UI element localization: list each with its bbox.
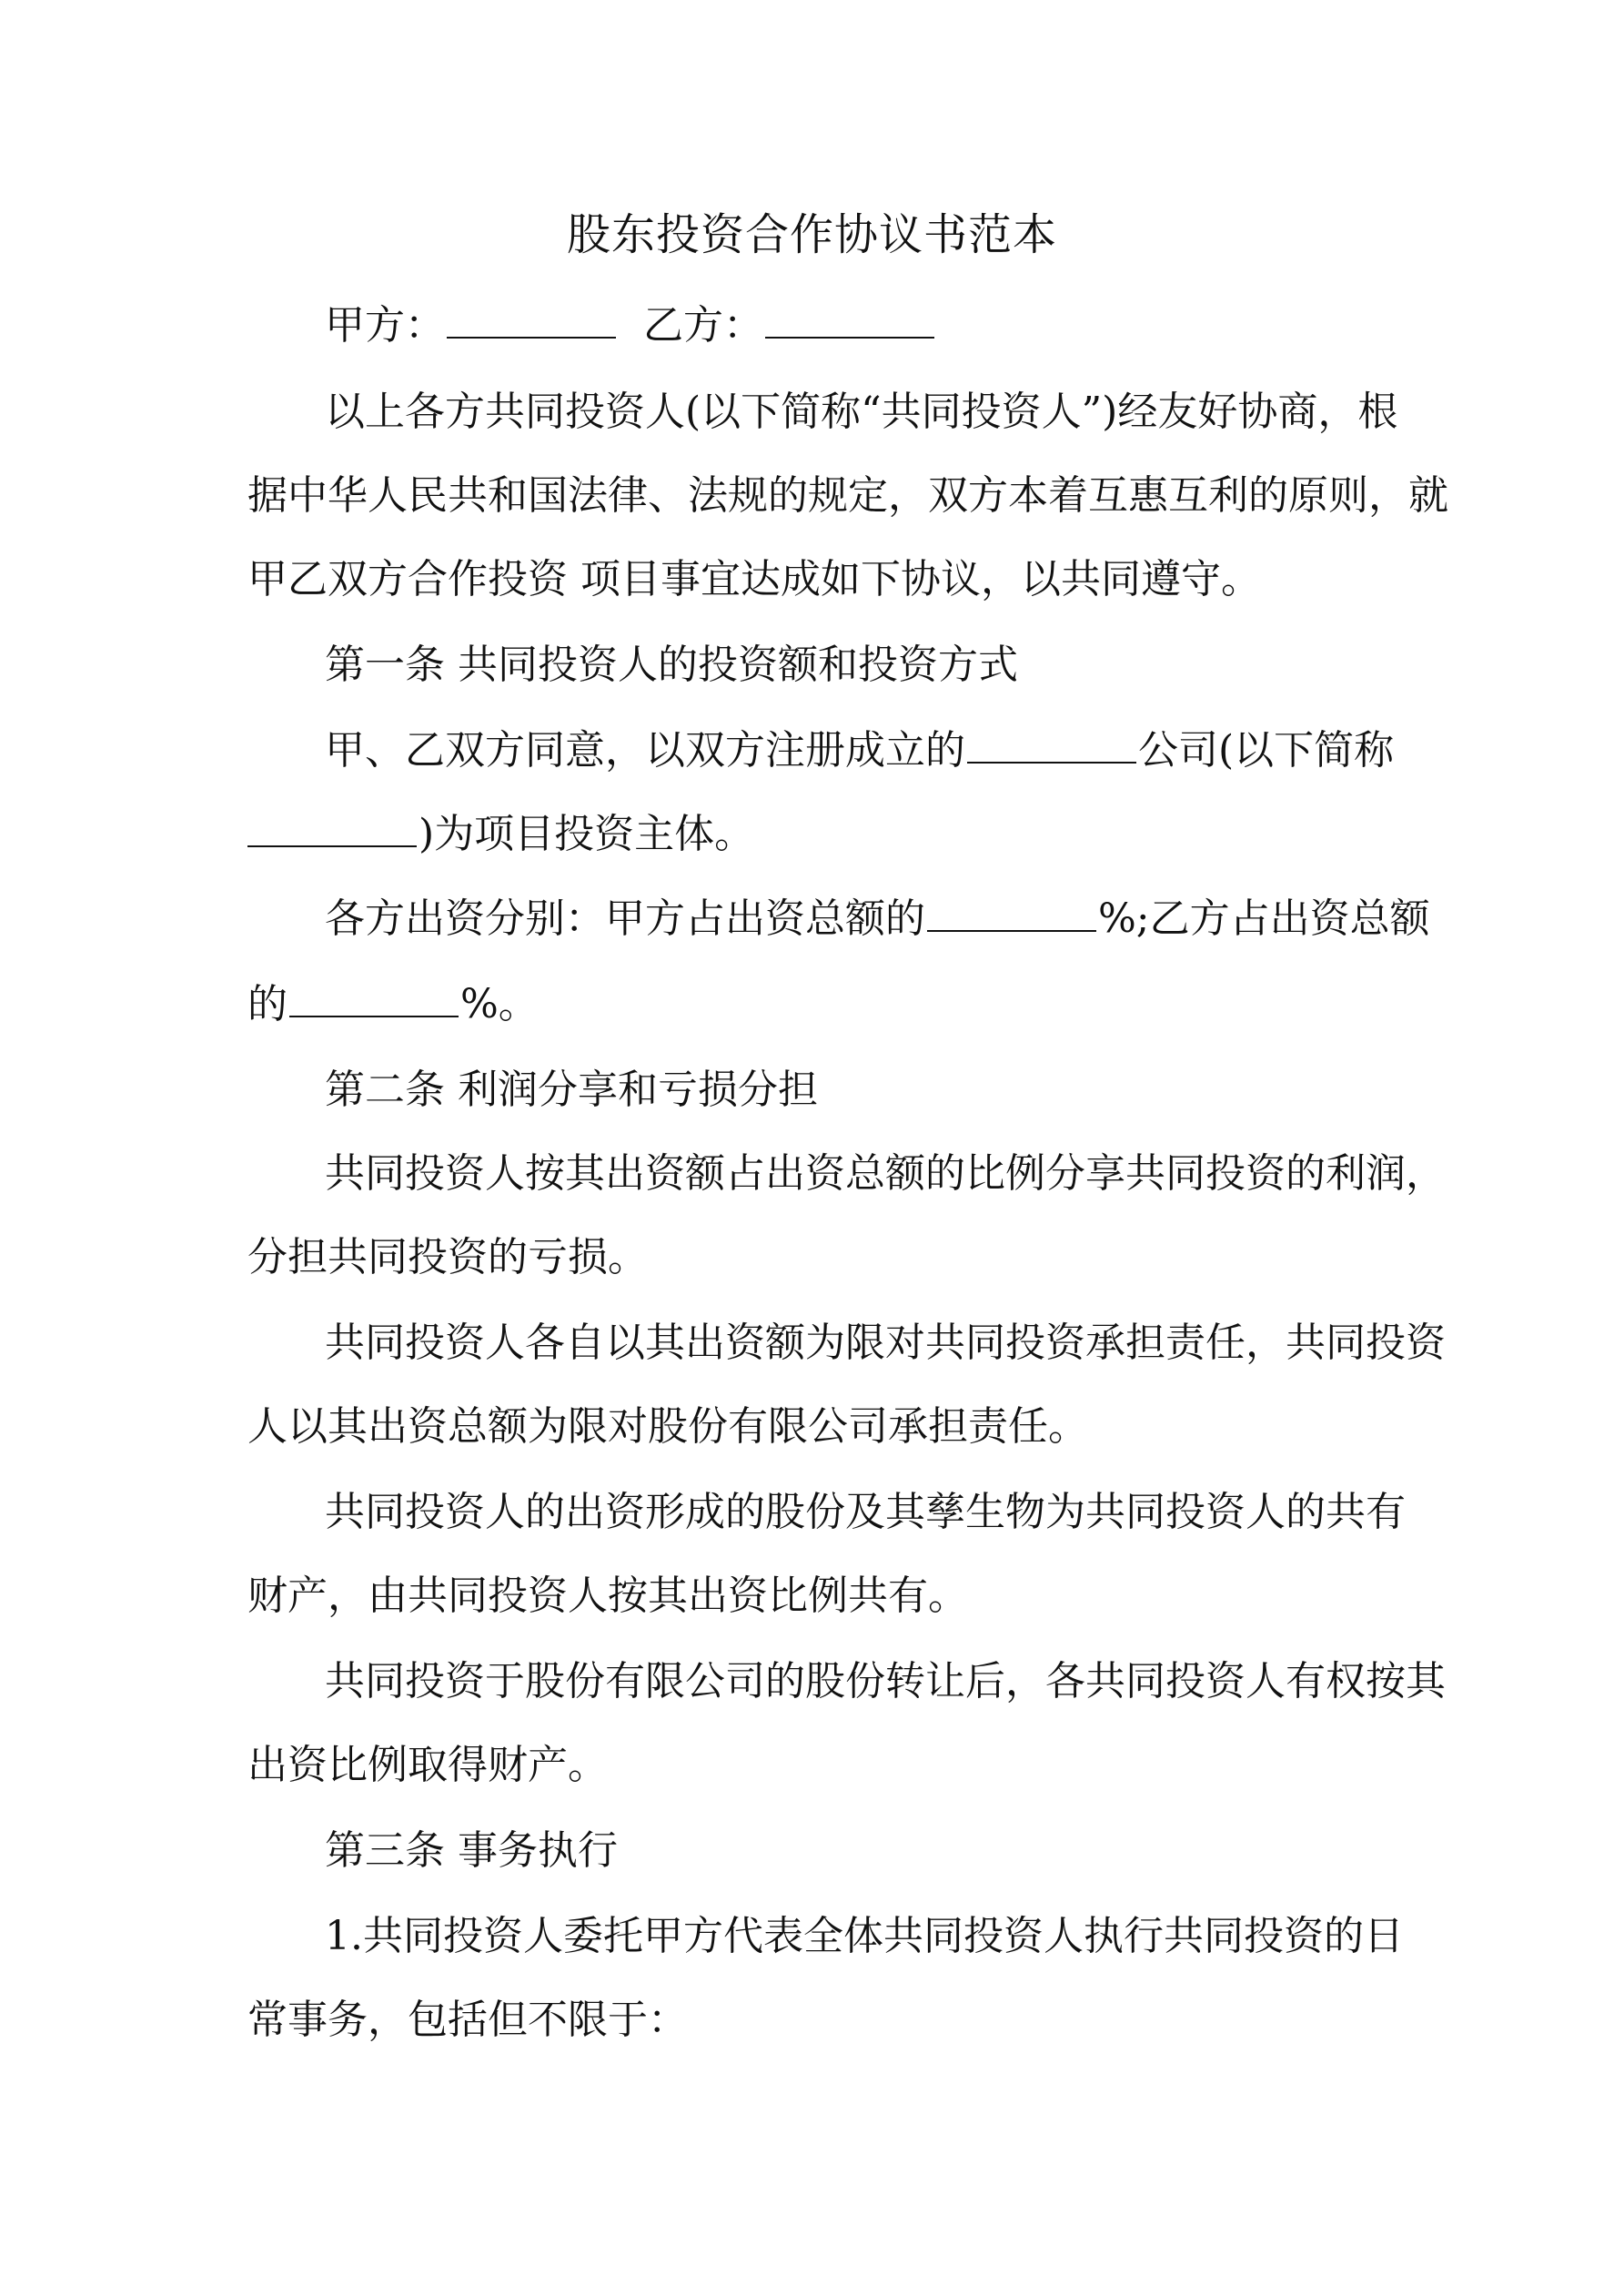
- article1-para2-text-c: 的: [247, 981, 287, 1027]
- parties-line: [325, 300, 936, 351]
- article1-para2-text-b: %;乙方占出资总额: [1098, 895, 1430, 942]
- article2-para4-line2: 出资比例取得财产。: [247, 1742, 608, 1788]
- article1-para2-line2: [247, 979, 539, 1030]
- company-name-blank: [967, 725, 1136, 764]
- article1-para1-text-b: 公司(以下简称: [1138, 727, 1395, 774]
- article2-para3-line1: 共同投资人的出资形成的股份及其孳生物为共同投资人的共有: [325, 1489, 1406, 1535]
- article1-para2-line1: [325, 894, 1430, 945]
- article1-para2-text-d: %。: [460, 981, 539, 1027]
- article2-para2-line1: 共同投资人各自以其出资额为限对共同投资承担责任，共同投资: [325, 1320, 1446, 1366]
- article2-para3-line2: 财产，由共同投资人按其出资比例共有。: [247, 1573, 968, 1619]
- article2-heading: 第二条 利润分享和亏损分担: [325, 1067, 818, 1113]
- article1-para2-text-a: 各方出资分别：甲方占出资总额的: [325, 895, 925, 942]
- article1-para1-text-a: 甲、乙双方同意，以双方注册成立的: [325, 727, 965, 774]
- article1-heading: 第一条 共同投资人的投资额和投资方式: [325, 642, 1018, 688]
- party-b-blank: [765, 300, 934, 339]
- company-short-name-blank: [247, 809, 417, 847]
- preamble-line-1: 以上各方共同投资人(以下简称“共同投资人”)经友好协商，根: [325, 389, 1398, 435]
- party-b-percent-blank: [289, 979, 459, 1017]
- party-b-label: 乙方：: [642, 302, 763, 349]
- article3-para1-line2: 常事务，包括但不限于：: [247, 1997, 688, 2043]
- preamble-line-3: 甲乙双方合作投资 项目事宜达成如下协议，以共同遵守。: [247, 556, 1261, 602]
- article2-para1-line1: 共同投资人按其出资额占出资总额的比例分享共同投资的利润，: [325, 1150, 1446, 1197]
- article1-para1-text-c: )为项目投资主体。: [419, 811, 755, 857]
- document-title: 股东投资合作协议书范本: [566, 209, 1057, 260]
- party-a-percent-blank: [927, 894, 1096, 932]
- article2-para4-line1: 共同投资于股份有限公司的股份转让后，各共同投资人有权按其: [325, 1658, 1446, 1704]
- article2-para2-line2: 人以其出资总额为限对股份有限公司承担责任。: [247, 1403, 1088, 1450]
- article2-para1-line2: 分担共同投资的亏损。: [247, 1234, 648, 1280]
- article3-heading: 第三条 事务执行: [325, 1827, 618, 1874]
- article1-para1-line2: [247, 809, 754, 860]
- preamble-line-2: 据中华人民共和国法律、法规的规定，双方本着互惠互利的原则，就: [247, 472, 1448, 519]
- article1-para1-line1: [325, 725, 1394, 776]
- article3-para1-line1: 1.共同投资人委托甲方代表全体共同投资人执行共同投资的日: [325, 1913, 1404, 1959]
- party-a-label: 甲方：: [325, 302, 445, 349]
- party-a-blank: [447, 300, 616, 339]
